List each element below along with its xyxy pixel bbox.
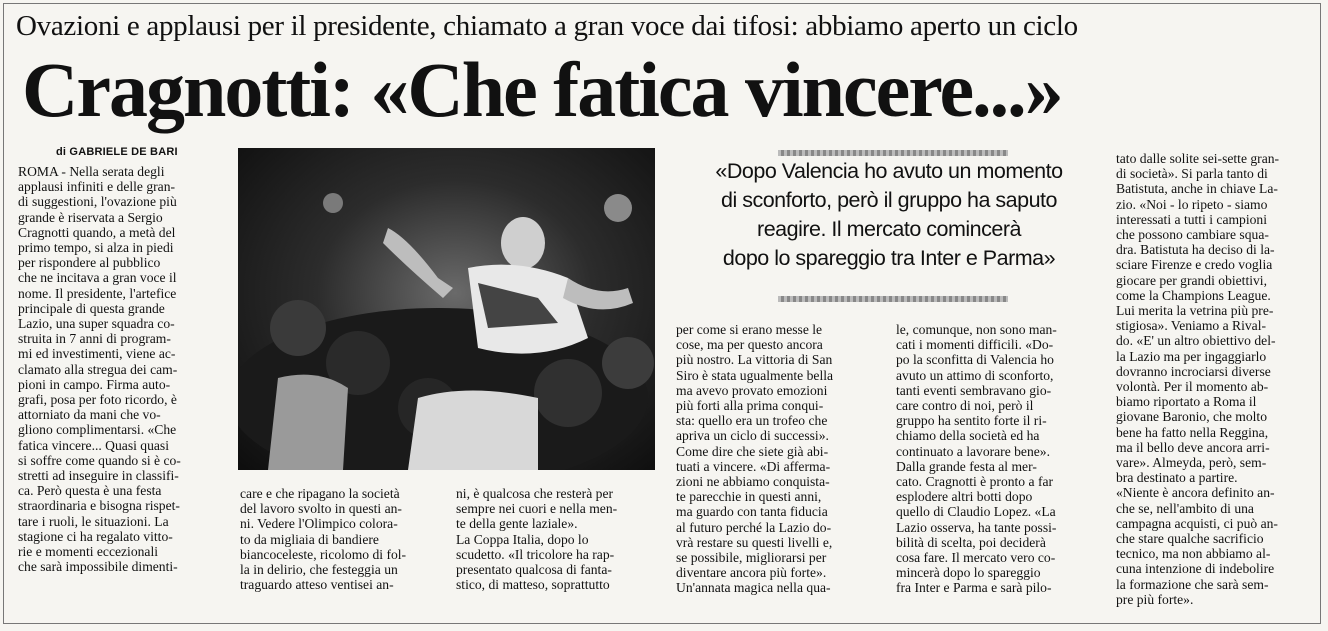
text-line: primo tempo, si alza in piedi (18, 240, 174, 256)
text-line: care contro di noi, però il (896, 398, 1034, 414)
text-line: grande è riservata a Sergio (18, 209, 163, 225)
text-line: del lavoro svolto in questi an- (240, 501, 402, 517)
text-line: zio. «Noi - lo ripeto - siamo (1116, 196, 1268, 212)
text-line: stigiosa». Veniamo a Rival- (1116, 318, 1267, 334)
text-line: stico, di matteso, soprattutto (456, 577, 610, 593)
text-line: cose, ma per questo ancora (676, 337, 823, 353)
text-line: cosa fare. Il mercato vero co- (896, 550, 1056, 566)
pullquote-top-rule (778, 150, 1008, 156)
text-line: do. «E' un altro obiettivo del- (1116, 333, 1276, 349)
celebration-photo-image (238, 148, 655, 470)
text-line: diventare ancora più forte». (676, 565, 827, 581)
text-line: Lui merita la vetrina più pre- (1116, 303, 1274, 319)
article-column-1 (18, 164, 218, 574)
text-line: stretti ad inseguire in classifi- (18, 468, 179, 484)
text-line: biamo riportato a Roma il (1116, 394, 1257, 410)
text-line: la in delirio, che festeggia un (240, 562, 398, 578)
text-line: bilità di scelta, poi deciderà (896, 534, 1046, 550)
text-line: pioni in campo. Firma auto- (18, 376, 171, 392)
text-line: cuna intenzione di indebolire (1116, 561, 1275, 577)
text-line: dra. Batistuta ha deciso di la- (1116, 242, 1275, 258)
text-line: più forti alla prima conqui- (676, 398, 824, 414)
text-line: la formazione che sarà sem- (1116, 576, 1269, 592)
text-line: che stare qualche sacrificio (1116, 531, 1264, 547)
text-line: «Niente è ancora definito an- (1116, 485, 1275, 501)
text-line: giovane Baronio, che molto (1116, 409, 1268, 425)
text-line: Batistuta, anche in chiave La- (1116, 181, 1278, 197)
text-line: che ne incitava a gran voce il (18, 270, 177, 286)
text-line: te della gente laziale». (456, 516, 578, 532)
text-line: biancoceleste, ricolomo di fol- (240, 546, 407, 562)
text-line: applausi infiniti e delle gran- (18, 179, 176, 195)
text-line: po la sconfitta di Valencia ho (896, 352, 1054, 368)
text-line: sempre nei cuori e nella men- (456, 501, 618, 517)
text-line: cato. Cragnotti è pronto a far (896, 474, 1054, 490)
text-line: la Lazio ma per ingaggiarlo (1116, 348, 1267, 364)
pullquote-line: reagire. Il mercato comincerà (757, 217, 1021, 241)
text-line: rie e momenti eccezionali (18, 544, 159, 560)
text-line: presentato qualcosa di fanta- (456, 562, 612, 578)
text-line: Lazio osserva, ha tante possi- (896, 519, 1057, 535)
text-line: sciare Firenze e credo voglia (1116, 257, 1273, 273)
text-line: tuati a vincere. «Di afferma- (676, 458, 831, 474)
text-line: fatica vincere... Quasi quasi (18, 437, 169, 453)
text-line: bene ha fatto nella Reggina, (1116, 424, 1269, 440)
text-line: clamato alla stregua dei cam- (18, 361, 178, 377)
text-line: che sarà impossibile dimenti- (18, 559, 178, 575)
text-line: tato dalle solite sei-sette gran- (1116, 151, 1280, 166)
pullquote-line: «Dopo Valencia ho avuto un momento (715, 159, 1063, 183)
text-line: per come si erano messe le (676, 322, 823, 337)
text-line: ROMA - Nella serata degli (18, 164, 165, 179)
pullquote-line: di sconforto, però il gruppo ha saputo (721, 188, 1057, 212)
text-line: gliono complimentarsi. «Che (18, 422, 177, 438)
text-line: apriva un ciclo di successi». (676, 428, 829, 444)
text-line: più nostro. La vittoria di San (676, 352, 833, 368)
article-headline: Cragnotti: «Che fatica vincere...» (22, 46, 1062, 133)
text-line: struita in 7 anni di program- (18, 331, 171, 347)
article-column-2 (240, 486, 440, 592)
text-line: che se, nell'ambito di una (1116, 500, 1254, 516)
text-line: Lazio, una super squadra co- (18, 316, 175, 332)
text-line: straordinaria e bisogna rispet- (18, 498, 180, 514)
text-line: te parecchie in questi anni, (676, 489, 822, 505)
text-line: pre più forte». (1116, 591, 1194, 607)
text-line: ni, è qualcosa che resterà per (456, 486, 613, 501)
text-line: Cragnotti quando, a metà del (18, 224, 176, 240)
text-line: ma avevo provato emozioni (676, 382, 828, 398)
text-line: ni. Vedere l'Olimpico colora- (240, 516, 398, 532)
text-line: stagione ci ha regalato vitto- (18, 528, 173, 544)
text-line: sta: quello era un trofeo che (676, 413, 828, 429)
article-column-6 (1116, 151, 1316, 607)
text-line: esplodere altri botti dopo (896, 489, 1033, 505)
text-line: nome. Il presidente, l'artefice (18, 285, 177, 301)
text-line: se possibile, migliorarsi per (676, 550, 827, 566)
text-line: dovranno incrociarsi diverse (1116, 363, 1271, 379)
text-line: traguardo atteso ventisei an- (240, 577, 394, 593)
text-line: attorniato da mani che vo- (18, 407, 161, 423)
text-line: vare». Almeyda, però, sem- (1116, 455, 1267, 471)
text-line: per rispondere al pubblico (18, 255, 161, 271)
text-line: Siro è stata ugualmente bella (676, 367, 834, 383)
text-line: al futuro perché la Lazio do- (676, 519, 832, 535)
byline: di GABRIELE DE BARI (56, 146, 178, 158)
text-line: chiamo della società ed ha (896, 428, 1040, 444)
text-line: cati i momenti difficili. «Do- (896, 337, 1054, 353)
text-line: vrà restare su questi livelli e, (676, 534, 833, 550)
text-line: zioni ne abbiamo conquista- (676, 474, 830, 490)
text-line: to da migliaia di bandiere (240, 531, 379, 547)
text-line: Un'annata magica nella qua- (676, 580, 831, 596)
text-line: come la Champions League. (1116, 287, 1271, 303)
article-kicker: Ovazioni e applausi per il presidente, chiamato a gran voce dai tifosi: abbiamo aperto un ciclo (16, 10, 1078, 42)
text-line: principale di questa grande (18, 300, 165, 316)
text-line: interessati a tutti i campioni (1116, 211, 1268, 227)
text-line: di società». Si parla tanto di (1116, 166, 1268, 182)
article-column-4 (676, 322, 876, 596)
text-line: mincerà dopo lo spareggio (896, 565, 1041, 581)
text-line: volontà. Per il momento ab- (1116, 379, 1269, 395)
text-line: tanti eventi sembravano gio- (896, 382, 1052, 398)
text-line: bra destinato a partire. (1116, 470, 1238, 486)
pullquote-bottom-rule (778, 296, 1008, 302)
text-line: campagna acquisti, ci può an- (1116, 515, 1278, 531)
text-line: tecnico, ma non abbiamo al- (1116, 546, 1271, 562)
text-line: ma il bello deve ancora arri- (1116, 439, 1270, 455)
text-line: di suggestioni, l'ovazione più (18, 194, 177, 210)
text-line: Dalla grande festa al mer- (896, 458, 1037, 474)
text-line: quello di Claudio Lopez. «La (896, 504, 1056, 520)
text-line: La Coppa Italia, dopo lo (456, 531, 589, 547)
article-column-3 (456, 486, 656, 592)
text-line: ma guardo con tanta fiducia (676, 504, 828, 520)
text-line: grafi, posa per foto ricordo, è (18, 392, 177, 408)
text-line: Come dire che siete già abi- (676, 443, 829, 459)
text-line: ca. Però questa è una festa (18, 483, 162, 499)
text-line: si soffre come quando si è co- (18, 452, 181, 468)
text-line: giocare per grandi obiettivi, (1116, 272, 1267, 288)
text-line: tare i ruoli, le situazioni. La (18, 513, 169, 529)
text-line: scudetto. «Il tricolore ha rap- (456, 546, 615, 562)
text-line: fra Inter e Parma e sarà pilo- (896, 580, 1052, 596)
text-line: che possono cambiare squa- (1116, 227, 1269, 243)
pullquote (668, 157, 1110, 273)
text-line: mi ed investimenti, viene ac- (18, 346, 176, 362)
text-line: avuto un attimo di sconforto, (896, 367, 1054, 383)
text-line: le, comunque, non sono man- (896, 322, 1057, 337)
article-column-5 (896, 322, 1096, 596)
text-line: gruppo ha sentito forte il ri- (896, 413, 1047, 429)
article-photo (238, 148, 655, 470)
text-line: care e che ripagano la società (240, 486, 400, 501)
pullquote-line: dopo lo spareggio tra Inter e Parma» (722, 246, 1056, 270)
text-line: continuato a lavorare bene». (896, 443, 1050, 459)
